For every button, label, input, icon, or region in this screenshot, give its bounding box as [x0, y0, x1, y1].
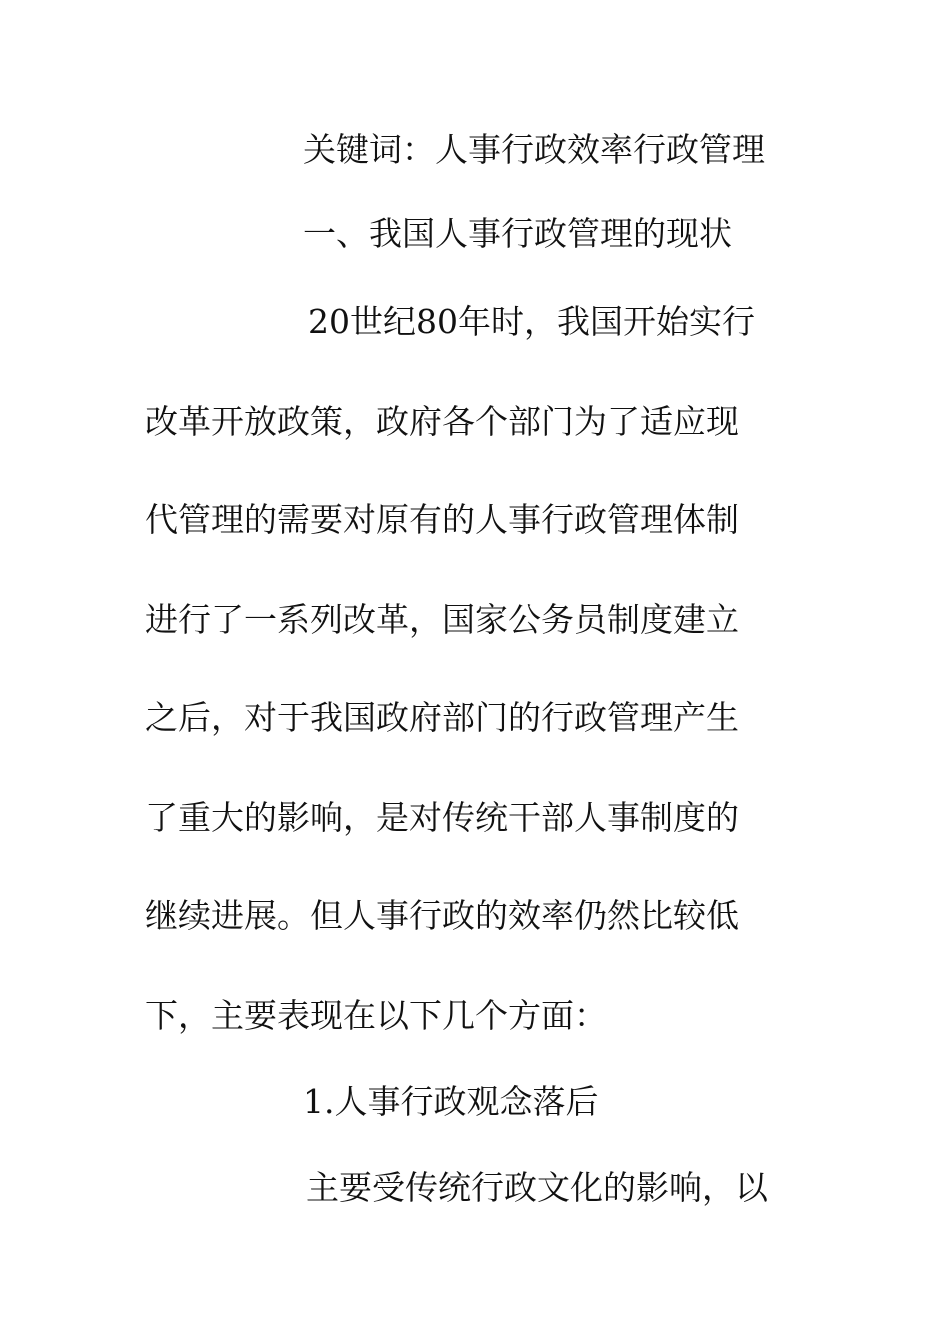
paragraph-line: 主要受传统行政文化的影响，以: [306, 1168, 768, 1207]
paragraph-line: 下，主要表现在以下几个方面：: [145, 996, 607, 1035]
subsection-heading: 1.人事行政观念落后: [303, 1082, 599, 1121]
paragraph-line: 了重大的影响，是对传统干部人事制度的: [145, 798, 739, 837]
paragraph-line: 之后，对于我国政府部门的行政管理产生: [145, 698, 739, 737]
section-heading: 一、我国人事行政管理的现状: [303, 214, 732, 253]
paragraph-line: 进行了一系列改革，国家公务员制度建立: [145, 600, 739, 639]
paragraph-line: 继续进展。但人事行政的效率仍然比较低: [145, 896, 739, 935]
paragraph-line: 20世纪80年时，我国开始实行: [308, 302, 755, 341]
paragraph-line: 改革开放政策，政府各个部门为了适应现: [145, 402, 739, 441]
keywords-line: 关键词：人事行政效率行政管理: [303, 130, 765, 169]
paragraph-line: 代管理的需要对原有的人事行政管理体制: [145, 500, 739, 539]
